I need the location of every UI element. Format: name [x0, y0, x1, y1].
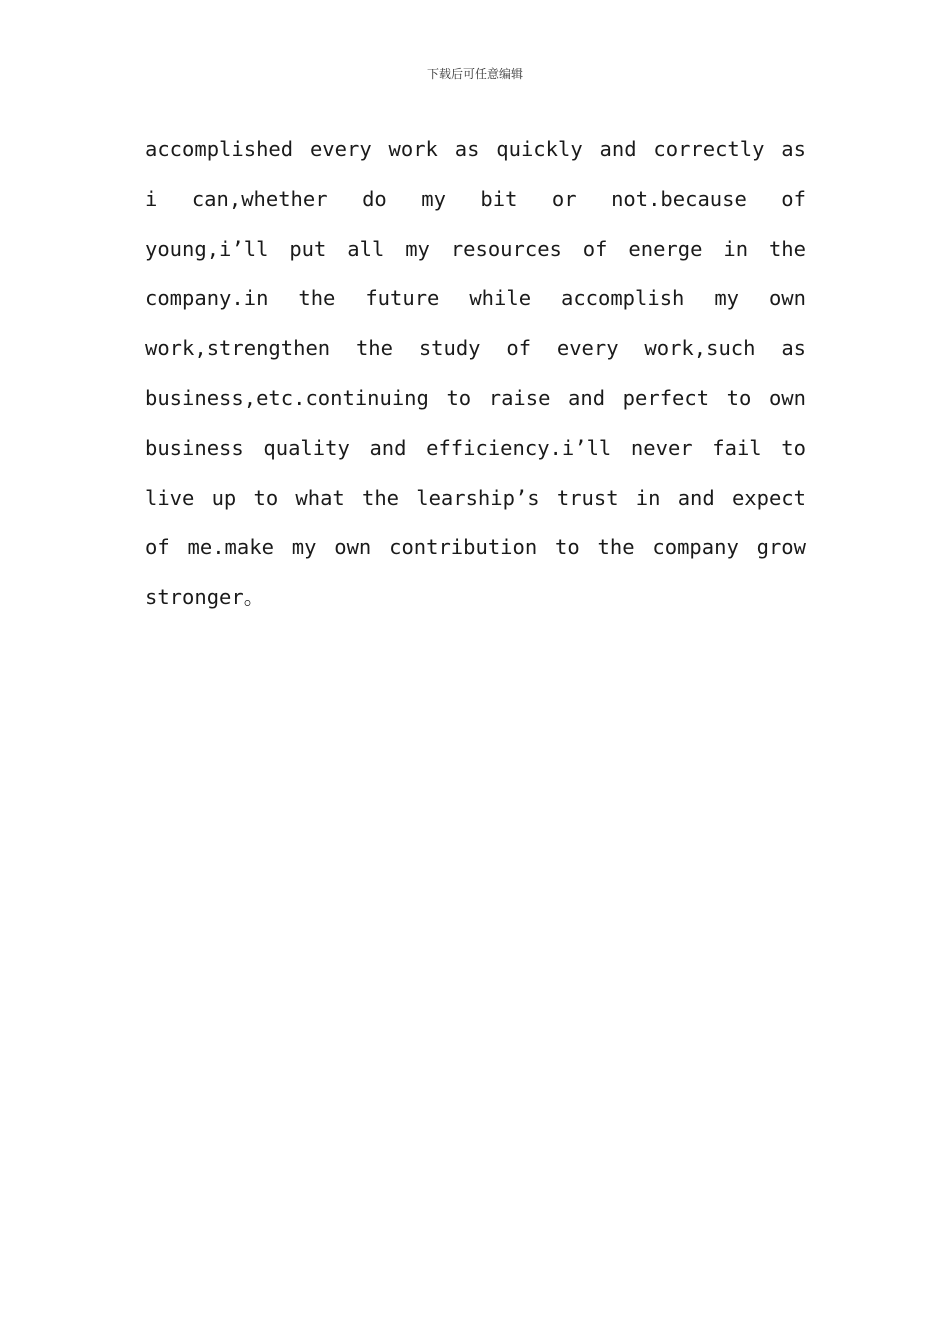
- paragraph-line: business quality and efficiency.i’ll never fail to: [145, 435, 806, 460]
- paragraph-line: young,i’ll put all my resources of energe in the: [145, 236, 806, 261]
- paragraph-line: business,etc.continuing to raise and perfect to own: [145, 385, 806, 410]
- paragraph-line: live up to what the learship’s trust in and expect: [145, 485, 806, 510]
- paragraph-line: i can,whether do my bit or not.because of: [145, 186, 806, 211]
- body-paragraph: [145, 125, 806, 623]
- paragraph-line: company.in the future while accomplish my own: [145, 286, 806, 311]
- paragraph-line: stronger。: [145, 585, 265, 610]
- paragraph-line: of me.make my own contribution to the company grow: [145, 535, 806, 560]
- page-header: 下载后可任意编辑: [426, 67, 523, 81]
- paragraph-line: accomplished every work as quickly and correctly as: [145, 137, 806, 161]
- paragraph-line: work,strengthen the study of every work,such as: [145, 336, 806, 361]
